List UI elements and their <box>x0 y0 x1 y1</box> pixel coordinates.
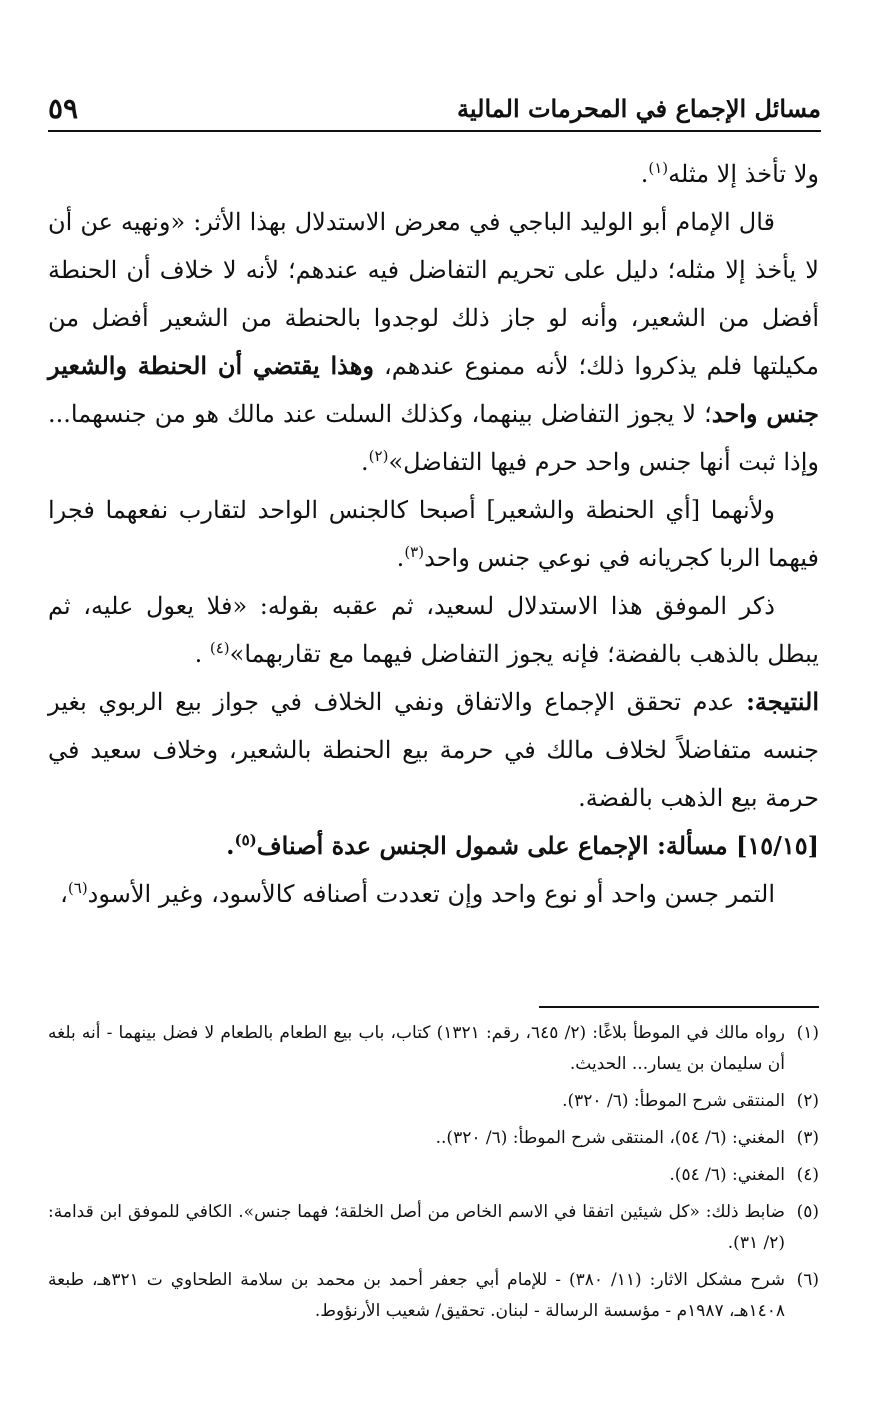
footnote-number: (١) <box>796 1023 819 1043</box>
paragraph-text-cont: ؛ لا يجوز التفاضل بينهما، وكذلك السلت عند مالك هو من جنسهما... وإذا ثبت أنها جنس واحد حرم فيها التفاضل» <box>48 400 819 476</box>
footnote <box>48 1197 819 1259</box>
footnote-text: رواه مالك في الموطأ بلاغًا: (٢/ ٦٤٥، رقم: ١٣٢١) كتاب، باب بيع الطعام بالطعام لا فضل بينهما - أنه بلغه أن سليمان بن يسار... الحديث. <box>48 1023 785 1074</box>
result-paragraph <box>48 678 819 822</box>
footnote-number: (٤) <box>796 1165 819 1185</box>
paragraph-text: ولأنهما [أي الحنطة والشعير] أصبحا كالجنس الواحد لتقارب نفعهما فجرا فيهما الربا كجريانه في نوعي جنس واحد <box>48 496 819 572</box>
paragraph-2 <box>48 198 819 486</box>
footnote-text: شرح مشكل الاثار: (١١/ ٣٨٠) - للإمام أبي جعفر أحمد بن محمد بن سلامة الطحاوي ت ٣٢١هـ، طبعة ١٤٠٨هـ، ١٩٨٧م - مؤسسة الرسالة - لبنان. تحقيق/ شعيب الأرنؤوط. <box>48 1270 785 1321</box>
main-text <box>48 150 819 918</box>
footnote-text: ضابط ذلك: «كل شيئين اتفقا في الاسم الخاص من أصل الخلقة؛ فهما جنس». الكافي للموفق ابن قدامة: (٢/ ٣١). <box>48 1202 785 1253</box>
footnote-text: المغني: (٦/ ٥٤). <box>669 1165 785 1185</box>
section-number: [١٥/١٥] <box>735 831 819 860</box>
footnotes <box>48 1018 819 1333</box>
footnote <box>48 1265 819 1327</box>
footnote-ref-1[interactable]: (١) <box>648 159 669 177</box>
running-title: مسائل الإجماع في المحرمات المالية <box>457 93 821 123</box>
footnote-ref-3[interactable]: (٣) <box>404 543 425 561</box>
paragraph-1 <box>48 150 819 198</box>
paragraph-end: . <box>361 448 369 476</box>
footnote-number: (٢) <box>796 1091 819 1111</box>
footnote-text: المنتقى شرح الموطأ: (٦/ ٣٢٠). <box>562 1091 785 1111</box>
footnote-ref-5[interactable]: (٥) <box>234 831 257 849</box>
footnote-ref-6[interactable]: (٦) <box>67 879 88 897</box>
footnote-number: (٦) <box>796 1270 819 1290</box>
paragraph-end: . <box>396 544 405 572</box>
footnote-text: المغني: (٦/ ٥٤)، المنتقى شرح الموطأ: (٦/ ٣٢٠).. <box>435 1128 785 1148</box>
paragraph-4 <box>48 582 819 678</box>
paragraph-end: . <box>194 640 210 668</box>
section-title: مسألة: الإجماع على شمول الجنس عدة أصناف <box>256 831 736 860</box>
paragraph-end: ، <box>60 880 68 908</box>
footnote-divider <box>539 1006 819 1008</box>
paragraph-3 <box>48 486 819 582</box>
section-heading <box>48 822 819 870</box>
bold-phrase: وهذا يقتضي أن الحنطة والشعير جنس واحد <box>48 351 819 428</box>
footnote-number: (٥) <box>796 1202 819 1222</box>
result-text: عدم تحقق الإجماع والاتفاق ونفي الخلاف في جواز بيع الربوي بغير جنسه متفاضلاً لخلاف مالك في حرمة بيع الحنطة بالشعير، وخلاف سعيد في حرمة بيع الذهب بالفضة. <box>48 688 819 812</box>
footnote-number: (٣) <box>796 1128 819 1148</box>
paragraph-end: . <box>640 160 649 188</box>
paragraph-text: ذكر الموفق هذا الاستدلال لسعيد، ثم عقبه بقوله: «فلا يعول عليه، ثم يبطل بالذهب بالفضة؛ فإنه يجوز التفاضل فيهما مع تقاربهما» <box>48 592 819 668</box>
footnote <box>48 1086 819 1117</box>
paragraph-text: ولا تأخذ إلا مثله <box>668 160 819 188</box>
footnote-ref-2[interactable]: (٢) <box>368 447 389 465</box>
heading-end: . <box>226 831 235 860</box>
footnote-ref-4[interactable]: (٤) <box>209 639 230 657</box>
running-header <box>48 86 821 132</box>
paragraph-6 <box>48 870 819 918</box>
result-label: النتيجة: <box>746 687 819 716</box>
page-number: ٥٩ <box>48 91 79 125</box>
paragraph-text: التمر جسن واحد أو نوع واحد وإن تعددت أصنافه كالأسود، وغير الأسود <box>87 880 775 908</box>
footnote <box>48 1018 819 1080</box>
footnote <box>48 1160 819 1191</box>
paragraph-text: قال الإمام أبو الوليد الباجي في معرض الاستدلال بهذا الأثر: «ونهيه عن أن لا يأخذ إلا مثله؛ دليل على تحريم التفاضل فيه عندهم؛ لأنه لا خلاف أن الحنطة أفضل من الشعير، وأنه لو جاز ذلك لوجدوا بالحنطة من الشعير أفضل من مكيلتها فلم يذكروا ذلك؛ لأنه ممنوع عندهم، <box>48 208 819 380</box>
footnote <box>48 1123 819 1154</box>
